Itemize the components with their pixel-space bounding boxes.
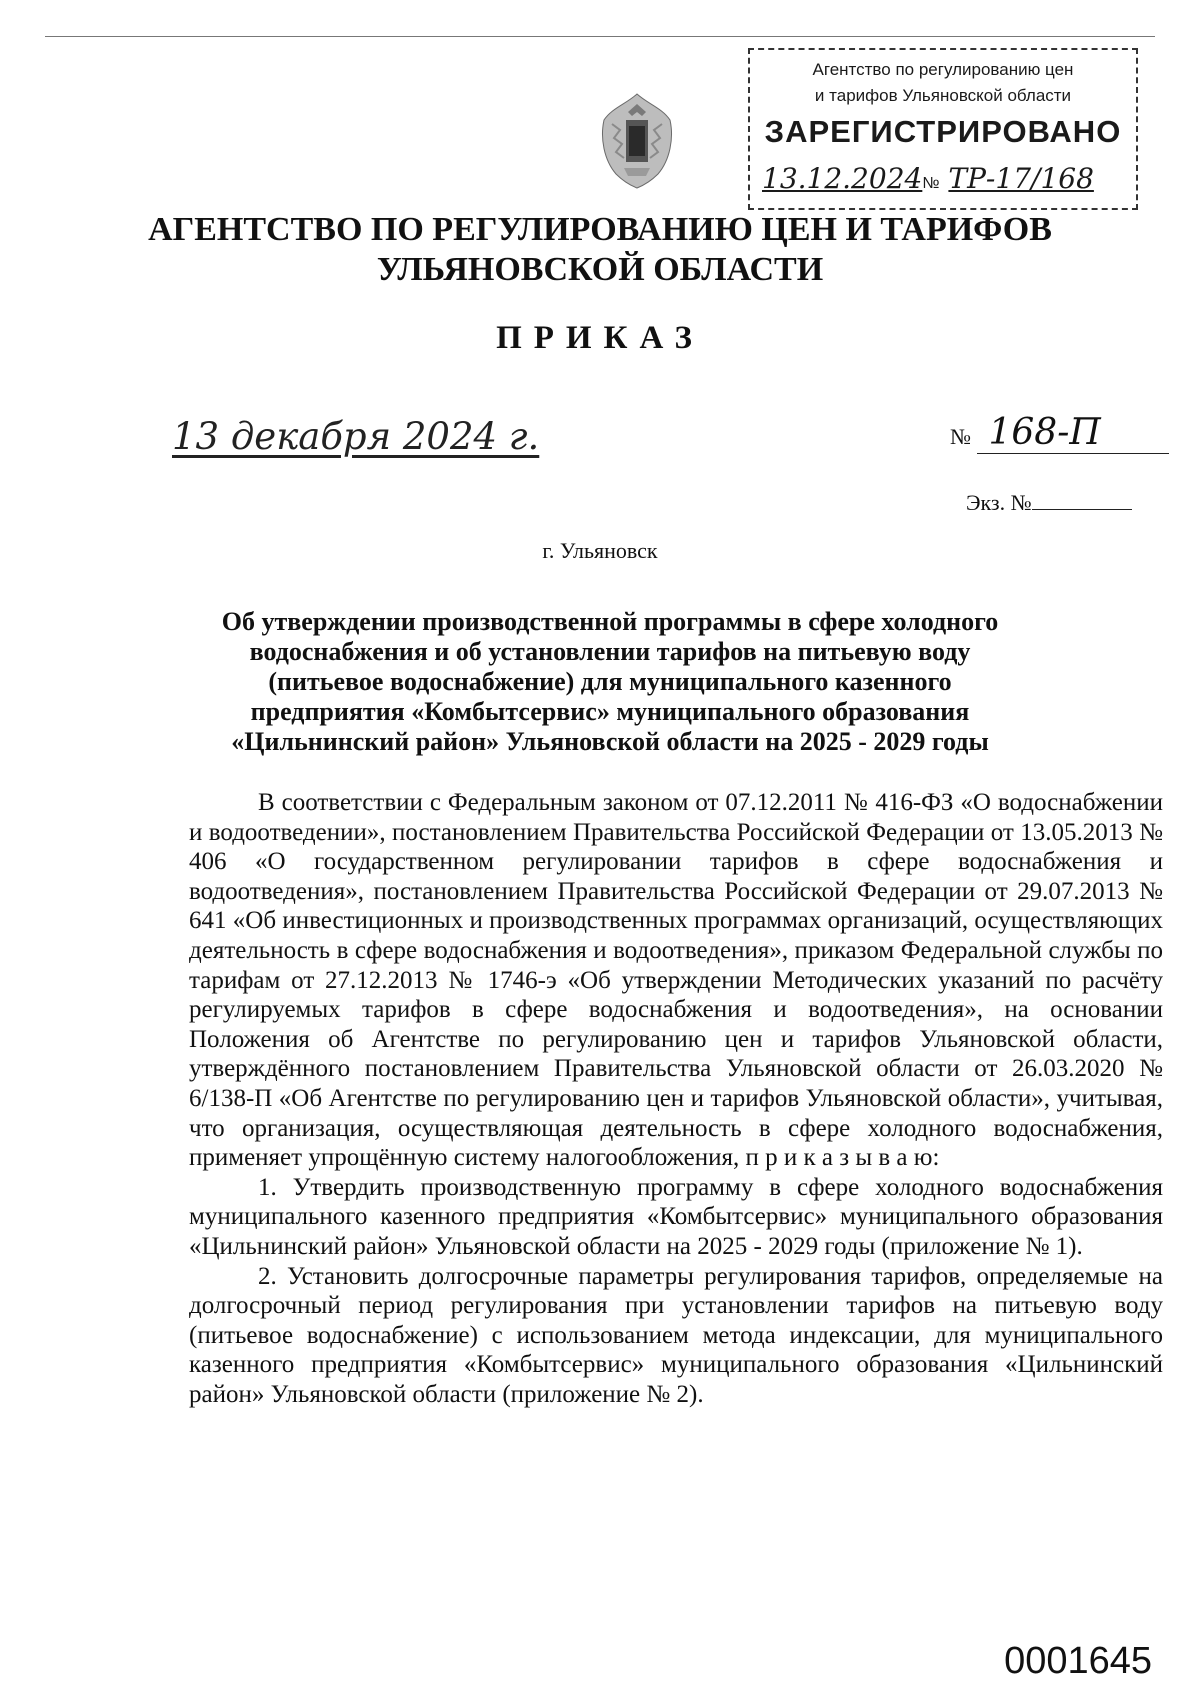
stamp-date: 13.12.2024 xyxy=(762,162,923,195)
city: г. Ульяновск xyxy=(542,538,658,563)
copy-number-row xyxy=(966,490,1132,516)
order-number: 168-П xyxy=(977,412,1169,454)
preamble-paragraph: В соответствии с Федеральным законом от 07.12.2011 № 416-ФЗ «О водоснабжении и водоотведении», постановлением Правительства Российской Федерации от 13.05.2013 № 406 «О государственном регулировании тарифов в сфере водоснабжения и водоотведения», постановлением Правительства Российской Федерации от 29.07.2013 № 641 «Об инвестиционных и производственных программах организаций, осуществляющих деятельность в сфере водоснабжения и водоотведения», приказом Федеральной службы по тарифам от 27.12.2013 № 1746-э «Об утверждении Методических указаний по расчёту регулируемых тарифов в сфере водоснабжения и водоотведения», на основании Положения об Агентстве по регулированию цен и тарифов Ульяновской области, утверждённого постановлением Правительства Ульяновской области от 26.03.2020 № 6/138-П «Об Агентстве по регулированию цен и тарифов Ульяновской области», учитывая, что организация, осуществляющая деятельность в сфере холодного водоснабжения, применяет упрощённую систему налогообложения, п р и к а з ы в а ю: xyxy=(189,789,1163,1172)
copy-number-blank xyxy=(1032,491,1132,510)
order-date: 13 декабря 2024 г. xyxy=(172,415,540,458)
document-serial-number: 0001645 xyxy=(1004,1640,1152,1682)
order-number-label: № xyxy=(950,424,971,449)
order-body xyxy=(189,788,1163,1409)
registration-stamp xyxy=(748,48,1138,210)
stamp-number: ТР-17/168 xyxy=(948,162,1094,195)
stamp-number-label: № xyxy=(922,175,940,192)
stamp-status: ЗАРЕГИСТРИРОВАНО xyxy=(764,114,1122,149)
stamp-registration-line xyxy=(762,162,1132,195)
copy-number-label: Экз. № xyxy=(966,490,1032,515)
top-rule xyxy=(45,36,1155,37)
organization-name-line-1: АГЕНТСТВО ПО РЕГУЛИРОВАНИЮ ЦЕН И ТАРИФОВ xyxy=(148,211,1052,248)
item-1-paragraph: 1. Утвердить производственную программу в сфере холодного водоснабжения муниципального казенного предприятия «Комбытсервис» муниципального образования «Цильнинский район» Ульяновской области на 2025 - 2029 годы (приложение № 1). xyxy=(189,1173,1163,1260)
organization-name-line-2: УЛЬЯНОВСКОЙ ОБЛАСТИ xyxy=(376,251,824,288)
item-2-paragraph: 2. Установить долгосрочные параметры регулирования тарифов, определяемые на долгосрочный период регулирования при установлении тарифов на питьевую воду (питьевое водоснабжение) с использованием метода индексации, для муниципального казенного предприятия «Комбытсервис» муниципального образования «Цильнинский район» Ульяновской области (приложение № 2). xyxy=(189,1262,1163,1408)
organization-name xyxy=(140,210,1060,290)
coat-of-arms-emblem xyxy=(598,90,676,190)
order-subject: Об утверждении производственной программы в сфере холодного водоснабжения и об установлении тарифов на питьевую воду (питьевое водоснабжение) для муниципального казенного предприятия «Комбытсервис» муниципального образования «Цильнинский район» Ульяновской области на 2025 - 2029 годы xyxy=(221,607,999,756)
stamp-line-2: и тарифов Ульяновской области xyxy=(814,86,1072,105)
order-title: ПРИКАЗ xyxy=(496,320,704,356)
order-number-row xyxy=(950,412,1169,454)
stamp-line-1: Агентство по регулированию цен xyxy=(812,60,1074,79)
